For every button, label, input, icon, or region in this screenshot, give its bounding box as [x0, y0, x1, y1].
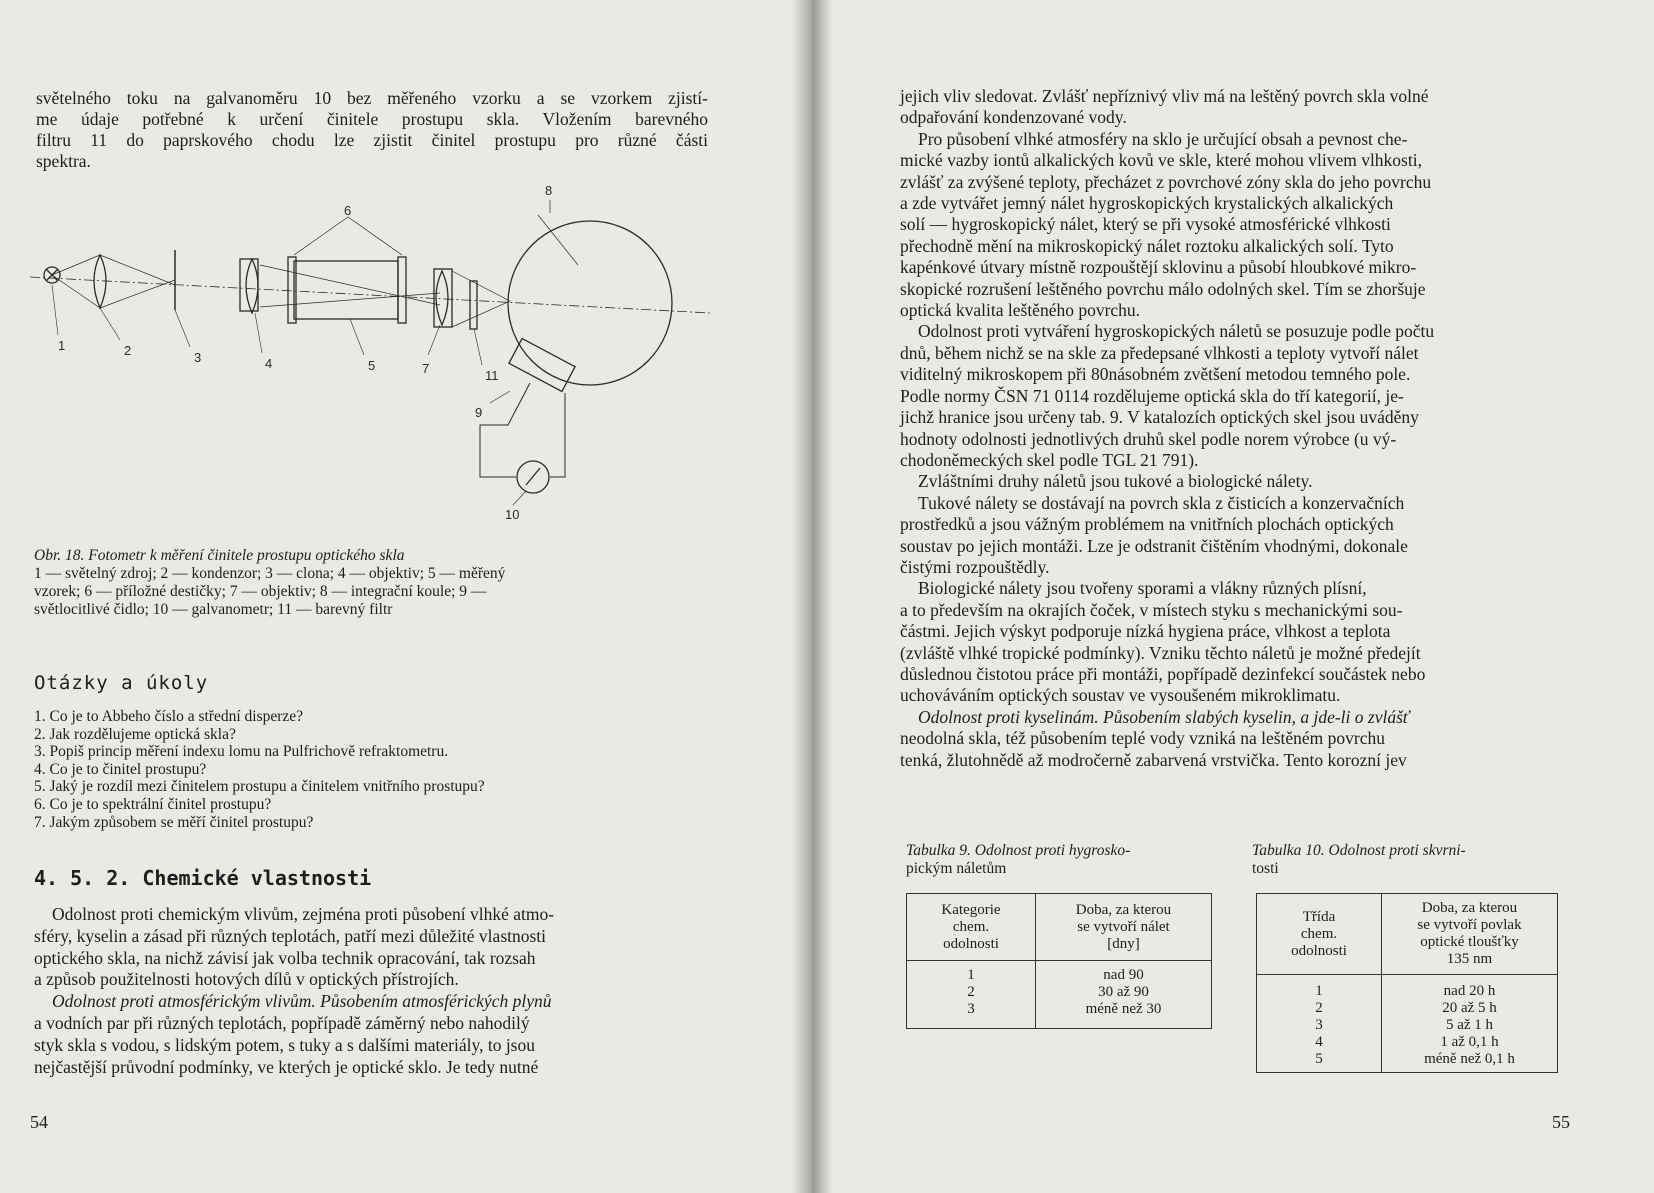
- table-header-cell: [1036, 894, 1212, 961]
- objective-lens-icon: [436, 271, 448, 325]
- label-1: 1: [58, 338, 66, 353]
- text-line: viditelný mikroskopem při 80násobném zvětšení metodou temného pole.: [900, 364, 1411, 385]
- text-line: me údaje potřebné k určení činitele prostupu skla. Vložením barevného: [36, 109, 708, 129]
- right-page: [812, 0, 1654, 1193]
- text-line: uchováváním optických soustav ve vysoušeném mikroklimatu.: [900, 685, 1341, 706]
- text-line: Odolnost proti atmosférickým vlivům. Působením atmosférických plynů: [52, 991, 552, 1012]
- text-line: styk skla s vodou, s lidským potem, s tuky a s dalšími materiály, to jsou: [34, 1034, 535, 1055]
- page-number-left: 54: [30, 1112, 48, 1132]
- question-item: 7. Jakým způsobem se měří činitel prostupu?: [34, 813, 314, 831]
- text-line: přechodně mění na mikroskopický nálet roztoku alkalických solí. Tyto: [900, 235, 1394, 256]
- text-line: Odolnost proti chemickým vlivům, zejména proti působení vlhké atmo-: [52, 904, 555, 924]
- table-row: [907, 1001, 1212, 1029]
- text-line: a způsob použitelnosti hotových dílů v optických přístrojích.: [34, 969, 459, 990]
- text-line: kapénkové útvary místně rozpouštějí sklovinu a působí hloubkové mikro-: [900, 257, 1417, 278]
- caption-line: světlocitlivé čidlo; 10 — galvanometr; 11 — barevný filtr: [34, 601, 393, 618]
- caption-line: Tabulka 10. Odolnost proti skvrni-: [1252, 842, 1466, 859]
- text-line: jejich vliv sledovat. Zvlášť nepříznivý vliv má na leštěný povrch skla volné: [900, 86, 1429, 106]
- right-text-block: [900, 86, 1572, 771]
- text-line: filtru 11 do paprskového chodu lze zjistit činitel prostupu pro různé části: [36, 130, 708, 150]
- label-2: 2: [124, 343, 132, 358]
- table-header-row: [1257, 894, 1558, 975]
- text-line: Podle normy ČSN 71 0114 rozdělujeme optická skla do tří kategorií, je-: [900, 385, 1404, 406]
- table-row: [1257, 1034, 1558, 1051]
- table-cell: 3: [907, 1001, 1036, 1029]
- table-cell: 20 až 5 h: [1442, 1000, 1497, 1016]
- table-cell: nad 90: [1103, 967, 1144, 983]
- text-line: čistými rozpouštědly.: [900, 556, 1050, 577]
- table-cell: méně než 30: [1085, 1001, 1162, 1017]
- table-cell: 5: [1257, 1051, 1382, 1073]
- text-line: skopické rozrušení leštěného povrchu málo odolných skel. Tím se zhoršuje: [900, 278, 1426, 299]
- text-line: Zvláštními druhy náletů jsou tukové a biologické nálety.: [918, 471, 1313, 492]
- table-cell: 1: [1257, 975, 1382, 1001]
- text-line: jichž hranice jsou určeny tab. 9. V katalozích optických skel jsou uváděny: [900, 407, 1419, 428]
- section-title: 4. 5. 2. Chemické vlastnosti: [34, 866, 372, 890]
- question-item: 5. Jaký je rozdíl mezi činitelem prostupu a činitelem vnitřního prostupu?: [34, 778, 485, 796]
- table-row: [1257, 1000, 1558, 1017]
- table-row: [907, 984, 1212, 1001]
- sample-icon: [294, 261, 398, 319]
- text-line: (zvláště vlhké tropické podmínky). Vzniku těchto náletů je možné předejít: [900, 642, 1421, 663]
- page-number-right: 55: [1552, 1112, 1570, 1132]
- table-row: [1257, 1017, 1558, 1034]
- book-gutter: [792, 0, 832, 1193]
- header-text: optické tloušťky: [1420, 934, 1519, 950]
- header-text: 135 nm: [1446, 951, 1493, 967]
- table-header-cell: [1257, 894, 1382, 975]
- label-10: 10: [505, 507, 520, 522]
- text-line: mické vazby iontů alkalických kovů ve skle, které mohou vlivem vlhkosti,: [900, 150, 1422, 171]
- color-filter-icon: [470, 281, 477, 329]
- table-header-cell: [1382, 894, 1558, 975]
- question-item: 2. Jak rozdělujeme optická skla?: [34, 725, 236, 743]
- table-row: [907, 961, 1212, 985]
- header-text: se vytvoří nálet: [1077, 918, 1170, 935]
- table-cell: 1: [907, 961, 1036, 985]
- table-cell: 3: [1257, 1017, 1382, 1034]
- text-line: důslednou čistotou práce při montáži, popřípadě dezinfekcí součástek nebo: [900, 663, 1426, 684]
- text-line: soustav po jejich montáži. Lze je odstranit čištěním vhodnými, dokonale: [900, 535, 1408, 556]
- questions-list: [34, 708, 485, 831]
- table-cell: 2: [1257, 1000, 1382, 1017]
- label-3: 3: [194, 350, 202, 365]
- figure-caption: [34, 547, 706, 619]
- text-line: hodnoty odolnosti jednotlivých druhů skel podle norem výrobce (u vý-: [900, 428, 1397, 449]
- header-text: Doba, za kterou: [1075, 901, 1172, 918]
- table9-caption: [906, 842, 1130, 878]
- text-line: a zde vytvářet jemný nálet hygroskopických krystalických alkalických: [900, 193, 1394, 214]
- text-line: a to především na okrajích čoček, v místech styku s mechanickými sou-: [900, 599, 1403, 620]
- caption-line: vzorek; 6 — příložné destičky; 7 — objektiv; 8 — integrační koule; 9 —: [34, 583, 487, 600]
- text-line: Tukové nálety se dostávají na povrch skla z čisticích a konzervačních: [918, 492, 1405, 513]
- text-line: chodoněmeckých skel podle TGL 21 791).: [900, 449, 1199, 470]
- header-text: chem.: [952, 918, 990, 935]
- header-text: Třída: [1302, 908, 1336, 925]
- text-line: odpařování kondenzované vody.: [900, 107, 1127, 128]
- optical-axis: [30, 277, 710, 313]
- table10-caption: [1252, 842, 1466, 878]
- text-line: nejčastější průvodní podmínky, ve kterých je optické sklo. Je tedy nutné: [34, 1056, 539, 1077]
- label-5: 5: [368, 358, 376, 373]
- text-line: Odolnost proti kyselinám. Působením slabých kyselin, a jde-li o zvlášť: [918, 706, 1410, 727]
- text-line: prostředků a jsou vážným problémem na vnitřních plochách optických: [900, 514, 1394, 535]
- table-cell: 4: [1257, 1034, 1382, 1051]
- table-cell: méně než 0,1 h: [1424, 1051, 1515, 1067]
- text-line: neodolná skla, též působením teplé vody vzniká na leštěném povrchu: [900, 728, 1386, 749]
- table10: [1256, 893, 1558, 1073]
- section-paragraph: [34, 904, 704, 1078]
- header-text: se vytvoří povlak: [1417, 917, 1522, 933]
- text-line: a vodních par při různých teplotách, popřípadě záměrný nebo nahodilý: [34, 1012, 530, 1033]
- caption-line: pickým náletům: [906, 860, 1007, 877]
- table-row: [1257, 975, 1558, 1001]
- label-7: 7: [422, 361, 430, 376]
- text-line: spektra.: [36, 151, 91, 171]
- table-cell: 30 až 90: [1098, 984, 1149, 1000]
- intro-paragraph: [36, 88, 708, 172]
- question-item: 4. Co je to činitel prostupu?: [34, 760, 207, 778]
- table-header-row: [907, 894, 1212, 961]
- table-cell: 1 až 0,1 h: [1440, 1034, 1499, 1050]
- text-line: solí — hygroskopický nálet, který se při vysoké atmosférické vlhkosti: [900, 214, 1391, 235]
- left-page: [0, 0, 812, 1193]
- label-8: 8: [545, 183, 553, 198]
- caption-title: Obr. 18. Fotometr k měření činitele prostupu optického skla: [34, 547, 405, 564]
- text-line: zvlášť za zvýšené teploty, přecházet z povrchové zóny skla do jeho povrchu: [900, 171, 1432, 192]
- text-line: Pro působení vlhké atmosféry na sklo je určující obsah a pevnost che-: [918, 128, 1408, 149]
- text-line: částmi. Jejich výskyt podporuje nízká hygiena práce, vlhkost a teplota: [900, 621, 1391, 642]
- text-line: světelného toku na galvanoměru 10 bez měřeného vzorku a se vzorkem zjistí-: [36, 88, 708, 108]
- caption-line: Tabulka 9. Odolnost proti hygrosko-: [906, 842, 1131, 859]
- plate-icon: [398, 257, 406, 323]
- text-line: sféry, kyselin a zásad při různých teplotách, patří mezi důležité vlastnosti: [34, 925, 547, 946]
- header-text: Doba, za kterou: [1421, 900, 1518, 916]
- table-cell: 2: [907, 984, 1036, 1001]
- integrating-sphere-icon: [508, 221, 672, 385]
- label-11: 11: [485, 368, 499, 383]
- condenser-lens-icon: [94, 255, 106, 308]
- header-text: odolnosti: [943, 935, 999, 952]
- text-line: Odolnost proti vytváření hygroskopických náletů se posuzuje podle počtu: [918, 321, 1435, 342]
- table-cell: nad 20 h: [1443, 983, 1496, 999]
- plate-icon: [288, 257, 296, 323]
- label-9: 9: [475, 405, 483, 420]
- text-line: optická kvalita leštěného povrchu.: [900, 300, 1141, 321]
- objective-lens-icon: [246, 259, 258, 313]
- header-text: Kategorie: [941, 901, 1001, 918]
- photometer-diagram: [30, 183, 730, 545]
- questions-title: Otázky a úkoly: [34, 672, 209, 694]
- question-item: 1. Co je to Abbeho číslo a střední disperze?: [34, 708, 304, 725]
- question-item: 3. Popiš princip měření indexu lomu na Pulfrichově refraktometru.: [34, 743, 449, 761]
- question-item: 6. Co je to spektrální činitel prostupu?: [34, 795, 272, 813]
- text-line: Biologické nálety jsou tvořeny sporami a vlákny různých plísní,: [918, 578, 1367, 599]
- header-text: odolnosti: [1291, 942, 1347, 959]
- table-row: [1257, 1051, 1558, 1073]
- caption-line: 1 — světelný zdroj; 2 — kondenzor; 3 — clona; 4 — objektiv; 5 — měřený: [34, 565, 506, 582]
- photo-sensor-icon: [509, 339, 575, 392]
- table-header-cell: [907, 894, 1036, 961]
- header-text: [dny]: [1107, 935, 1140, 952]
- label-6: 6: [344, 203, 352, 218]
- text-line: optického skla, na nichž závisí jak volba technik opracování, tak rozsah: [34, 947, 536, 968]
- caption-line: tosti: [1252, 860, 1279, 877]
- text-line: dnů, během nichž se na skle za předepsané vlhkosti a teploty vytvoří nálet: [900, 342, 1419, 363]
- header-text: chem.: [1300, 925, 1338, 942]
- table9: [906, 893, 1212, 1029]
- table-cell: 5 až 1 h: [1445, 1017, 1494, 1033]
- text-line: tenká, žlutohnědě až modročerně zabarvená vrstvička. Tento korozní jev: [900, 749, 1407, 770]
- label-4: 4: [265, 356, 273, 371]
